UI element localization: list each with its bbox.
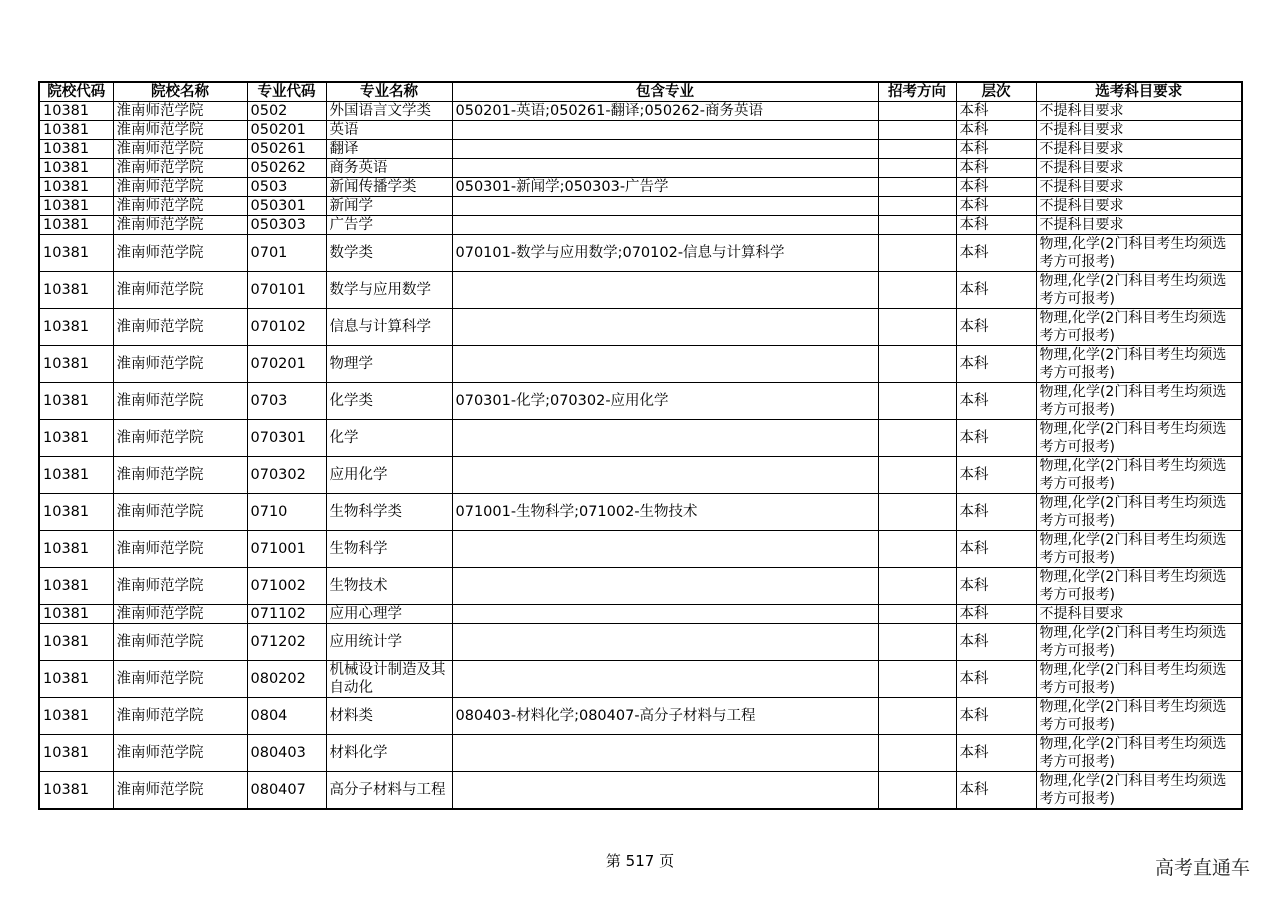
school-name-cell: 淮南师范学院	[113, 531, 247, 568]
subject-requirement-cell: 不提科目要求	[1036, 605, 1242, 624]
level-cell: 本科	[956, 568, 1036, 605]
table-row	[39, 346, 1242, 383]
level-cell: 本科	[956, 735, 1036, 772]
subject-requirement-cell: 物理,化学(2门科目考生均须选考方可报考)	[1036, 624, 1242, 661]
level-cell: 本科	[956, 346, 1036, 383]
major-name-cell: 材料化学	[326, 735, 452, 772]
major-name-cell: 生物科学	[326, 531, 452, 568]
level-cell: 本科	[956, 605, 1036, 624]
level-cell: 本科	[956, 102, 1036, 121]
school-code-cell: 10381	[39, 309, 113, 346]
included-majors-cell	[452, 121, 878, 140]
school-code-cell: 10381	[39, 735, 113, 772]
major-name-cell: 数学与应用数学	[326, 272, 452, 309]
included-majors-cell	[452, 346, 878, 383]
school-code-cell: 10381	[39, 531, 113, 568]
included-majors-cell	[452, 140, 878, 159]
major-name-cell: 信息与计算科学	[326, 309, 452, 346]
direction-cell	[878, 272, 956, 309]
direction-cell	[878, 772, 956, 810]
included-majors-cell: 050301-新闻学;050303-广告学	[452, 178, 878, 197]
subject-requirement-cell: 物理,化学(2门科目考生均须选考方可报考)	[1036, 457, 1242, 494]
major-code-cell: 070301	[247, 420, 326, 457]
major-code-cell: 050261	[247, 140, 326, 159]
school-name-cell: 淮南师范学院	[113, 159, 247, 178]
direction-cell	[878, 494, 956, 531]
school-name-cell: 淮南师范学院	[113, 457, 247, 494]
header-included-majors: 包含专业	[452, 82, 878, 102]
school-code-cell: 10381	[39, 121, 113, 140]
table-row	[39, 698, 1242, 735]
level-cell: 本科	[956, 216, 1036, 235]
school-name-cell: 淮南师范学院	[113, 140, 247, 159]
major-name-cell: 新闻学	[326, 197, 452, 216]
school-code-cell: 10381	[39, 197, 113, 216]
table-row	[39, 494, 1242, 531]
school-name-cell: 淮南师范学院	[113, 735, 247, 772]
school-code-cell: 10381	[39, 159, 113, 178]
school-name-cell: 淮南师范学院	[113, 568, 247, 605]
major-name-cell: 应用统计学	[326, 624, 452, 661]
direction-cell	[878, 735, 956, 772]
table-row	[39, 216, 1242, 235]
major-name-cell: 商务英语	[326, 159, 452, 178]
school-code-cell: 10381	[39, 698, 113, 735]
school-code-cell: 10381	[39, 383, 113, 420]
major-name-cell: 英语	[326, 121, 452, 140]
table-row	[39, 383, 1242, 420]
school-code-cell: 10381	[39, 235, 113, 272]
subject-requirement-cell: 物理,化学(2门科目考生均须选考方可报考)	[1036, 531, 1242, 568]
school-name-cell: 淮南师范学院	[113, 346, 247, 383]
subject-requirement-cell: 物理,化学(2门科目考生均须选考方可报考)	[1036, 661, 1242, 698]
included-majors-cell	[452, 197, 878, 216]
subject-requirement-cell: 不提科目要求	[1036, 178, 1242, 197]
subject-requirement-cell: 物理,化学(2门科目考生均须选考方可报考)	[1036, 346, 1242, 383]
table-row	[39, 159, 1242, 178]
table-header-row	[39, 82, 1242, 102]
school-code-cell: 10381	[39, 624, 113, 661]
subject-requirement-cell: 不提科目要求	[1036, 197, 1242, 216]
direction-cell	[878, 159, 956, 178]
major-code-cell: 071102	[247, 605, 326, 624]
included-majors-cell: 080403-材料化学;080407-高分子材料与工程	[452, 698, 878, 735]
major-code-cell: 070201	[247, 346, 326, 383]
school-name-cell: 淮南师范学院	[113, 494, 247, 531]
direction-cell	[878, 178, 956, 197]
school-name-cell: 淮南师范学院	[113, 197, 247, 216]
school-code-cell: 10381	[39, 457, 113, 494]
majors-table	[38, 81, 1243, 810]
header-school-name: 院校名称	[113, 82, 247, 102]
school-code-cell: 10381	[39, 346, 113, 383]
major-code-cell: 0703	[247, 383, 326, 420]
page-number: 第 517 页	[605, 852, 675, 870]
major-code-cell: 050303	[247, 216, 326, 235]
school-code-cell: 10381	[39, 661, 113, 698]
school-name-cell: 淮南师范学院	[113, 235, 247, 272]
table-row	[39, 121, 1242, 140]
level-cell: 本科	[956, 494, 1036, 531]
level-cell: 本科	[956, 178, 1036, 197]
direction-cell	[878, 605, 956, 624]
direction-cell	[878, 309, 956, 346]
included-majors-cell: 070301-化学;070302-应用化学	[452, 383, 878, 420]
major-name-cell: 高分子材料与工程	[326, 772, 452, 810]
school-name-cell: 淮南师范学院	[113, 216, 247, 235]
major-name-cell: 生物科学类	[326, 494, 452, 531]
school-code-cell: 10381	[39, 178, 113, 197]
major-name-cell: 应用心理学	[326, 605, 452, 624]
major-code-cell: 070102	[247, 309, 326, 346]
major-name-cell: 翻译	[326, 140, 452, 159]
header-level: 层次	[956, 82, 1036, 102]
direction-cell	[878, 235, 956, 272]
subject-requirement-cell: 物理,化学(2门科目考生均须选考方可报考)	[1036, 383, 1242, 420]
school-name-cell: 淮南师范学院	[113, 121, 247, 140]
major-code-cell: 080407	[247, 772, 326, 810]
school-name-cell: 淮南师范学院	[113, 309, 247, 346]
header-school-code: 院校代码	[39, 82, 113, 102]
school-name-cell: 淮南师范学院	[113, 420, 247, 457]
table-row	[39, 531, 1242, 568]
direction-cell	[878, 457, 956, 494]
major-name-cell: 广告学	[326, 216, 452, 235]
table-row	[39, 272, 1242, 309]
table-row	[39, 772, 1242, 810]
major-name-cell: 生物技术	[326, 568, 452, 605]
level-cell: 本科	[956, 698, 1036, 735]
level-cell: 本科	[956, 531, 1036, 568]
level-cell: 本科	[956, 420, 1036, 457]
level-cell: 本科	[956, 624, 1036, 661]
level-cell: 本科	[956, 661, 1036, 698]
level-cell: 本科	[956, 772, 1036, 810]
admission-requirements-sheet	[38, 81, 1241, 810]
major-code-cell: 050301	[247, 197, 326, 216]
table-row	[39, 605, 1242, 624]
included-majors-cell	[452, 568, 878, 605]
school-name-cell: 淮南师范学院	[113, 272, 247, 309]
level-cell: 本科	[956, 159, 1036, 178]
subject-requirement-cell: 物理,化学(2门科目考生均须选考方可报考)	[1036, 420, 1242, 457]
level-cell: 本科	[956, 140, 1036, 159]
table-row	[39, 624, 1242, 661]
level-cell: 本科	[956, 383, 1036, 420]
major-code-cell: 080403	[247, 735, 326, 772]
subject-requirement-cell: 不提科目要求	[1036, 216, 1242, 235]
major-code-cell: 080202	[247, 661, 326, 698]
school-code-cell: 10381	[39, 605, 113, 624]
table-row	[39, 140, 1242, 159]
level-cell: 本科	[956, 309, 1036, 346]
major-name-cell: 新闻传播学类	[326, 178, 452, 197]
school-name-cell: 淮南师范学院	[113, 102, 247, 121]
school-name-cell: 淮南师范学院	[113, 698, 247, 735]
direction-cell	[878, 197, 956, 216]
subject-requirement-cell: 物理,化学(2门科目考生均须选考方可报考)	[1036, 235, 1242, 272]
direction-cell	[878, 140, 956, 159]
major-name-cell: 材料类	[326, 698, 452, 735]
subject-requirement-cell: 不提科目要求	[1036, 159, 1242, 178]
major-name-cell: 机械设计制造及其自动化	[326, 661, 452, 698]
school-code-cell: 10381	[39, 216, 113, 235]
direction-cell	[878, 102, 956, 121]
direction-cell	[878, 216, 956, 235]
direction-cell	[878, 698, 956, 735]
table-row	[39, 661, 1242, 698]
school-code-cell: 10381	[39, 494, 113, 531]
subject-requirement-cell: 物理,化学(2门科目考生均须选考方可报考)	[1036, 494, 1242, 531]
direction-cell	[878, 531, 956, 568]
subject-requirement-cell: 不提科目要求	[1036, 121, 1242, 140]
school-name-cell: 淮南师范学院	[113, 178, 247, 197]
included-majors-cell: 050201-英语;050261-翻译;050262-商务英语	[452, 102, 878, 121]
level-cell: 本科	[956, 235, 1036, 272]
major-code-cell: 0503	[247, 178, 326, 197]
major-name-cell: 物理学	[326, 346, 452, 383]
major-code-cell: 0710	[247, 494, 326, 531]
school-name-cell: 淮南师范学院	[113, 383, 247, 420]
major-code-cell: 071001	[247, 531, 326, 568]
table-row	[39, 235, 1242, 272]
major-name-cell: 化学类	[326, 383, 452, 420]
included-majors-cell: 070101-数学与应用数学;070102-信息与计算科学	[452, 235, 878, 272]
included-majors-cell	[452, 216, 878, 235]
school-code-cell: 10381	[39, 568, 113, 605]
major-code-cell: 050262	[247, 159, 326, 178]
major-name-cell: 外国语言文学类	[326, 102, 452, 121]
major-code-cell: 0502	[247, 102, 326, 121]
major-code-cell: 0804	[247, 698, 326, 735]
included-majors-cell	[452, 605, 878, 624]
header-major-code: 专业代码	[247, 82, 326, 102]
included-majors-cell: 071001-生物科学;071002-生物技术	[452, 494, 878, 531]
direction-cell	[878, 383, 956, 420]
major-code-cell: 050201	[247, 121, 326, 140]
subject-requirement-cell: 物理,化学(2门科目考生均须选考方可报考)	[1036, 735, 1242, 772]
major-name-cell: 化学	[326, 420, 452, 457]
school-code-cell: 10381	[39, 420, 113, 457]
direction-cell	[878, 346, 956, 383]
school-name-cell: 淮南师范学院	[113, 661, 247, 698]
major-name-cell: 数学类	[326, 235, 452, 272]
school-name-cell: 淮南师范学院	[113, 605, 247, 624]
table-row	[39, 457, 1242, 494]
level-cell: 本科	[956, 272, 1036, 309]
subject-requirement-cell: 物理,化学(2门科目考生均须选考方可报考)	[1036, 698, 1242, 735]
direction-cell	[878, 420, 956, 457]
direction-cell	[878, 661, 956, 698]
direction-cell	[878, 624, 956, 661]
subject-requirement-cell: 物理,化学(2门科目考生均须选考方可报考)	[1036, 772, 1242, 810]
included-majors-cell	[452, 309, 878, 346]
school-code-cell: 10381	[39, 140, 113, 159]
subject-requirement-cell: 物理,化学(2门科目考生均须选考方可报考)	[1036, 309, 1242, 346]
included-majors-cell	[452, 272, 878, 309]
included-majors-cell	[452, 457, 878, 494]
table-row	[39, 178, 1242, 197]
subject-requirement-cell: 物理,化学(2门科目考生均须选考方可报考)	[1036, 568, 1242, 605]
school-name-cell: 淮南师范学院	[113, 624, 247, 661]
level-cell: 本科	[956, 121, 1036, 140]
table-row	[39, 420, 1242, 457]
included-majors-cell	[452, 159, 878, 178]
major-code-cell: 070302	[247, 457, 326, 494]
subject-requirement-cell: 不提科目要求	[1036, 140, 1242, 159]
school-code-cell: 10381	[39, 772, 113, 810]
included-majors-cell	[452, 772, 878, 810]
included-majors-cell	[452, 661, 878, 698]
subject-requirement-cell: 物理,化学(2门科目考生均须选考方可报考)	[1036, 272, 1242, 309]
watermark-text: 高考直通车	[1154, 857, 1250, 879]
subject-requirement-cell: 不提科目要求	[1036, 102, 1242, 121]
table-row	[39, 309, 1242, 346]
table-row	[39, 102, 1242, 121]
major-code-cell: 070101	[247, 272, 326, 309]
level-cell: 本科	[956, 197, 1036, 216]
header-major-name: 专业名称	[326, 82, 452, 102]
major-code-cell: 071002	[247, 568, 326, 605]
school-code-cell: 10381	[39, 272, 113, 309]
school-code-cell: 10381	[39, 102, 113, 121]
included-majors-cell	[452, 735, 878, 772]
major-code-cell: 0701	[247, 235, 326, 272]
table-row	[39, 735, 1242, 772]
table-row	[39, 197, 1242, 216]
header-direction: 招考方向	[878, 82, 956, 102]
major-code-cell: 071202	[247, 624, 326, 661]
included-majors-cell	[452, 420, 878, 457]
school-name-cell: 淮南师范学院	[113, 772, 247, 810]
included-majors-cell	[452, 624, 878, 661]
direction-cell	[878, 568, 956, 605]
included-majors-cell	[452, 531, 878, 568]
level-cell: 本科	[956, 457, 1036, 494]
direction-cell	[878, 121, 956, 140]
major-name-cell: 应用化学	[326, 457, 452, 494]
table-row	[39, 568, 1242, 605]
header-subject-requirement: 选考科目要求	[1036, 82, 1242, 102]
